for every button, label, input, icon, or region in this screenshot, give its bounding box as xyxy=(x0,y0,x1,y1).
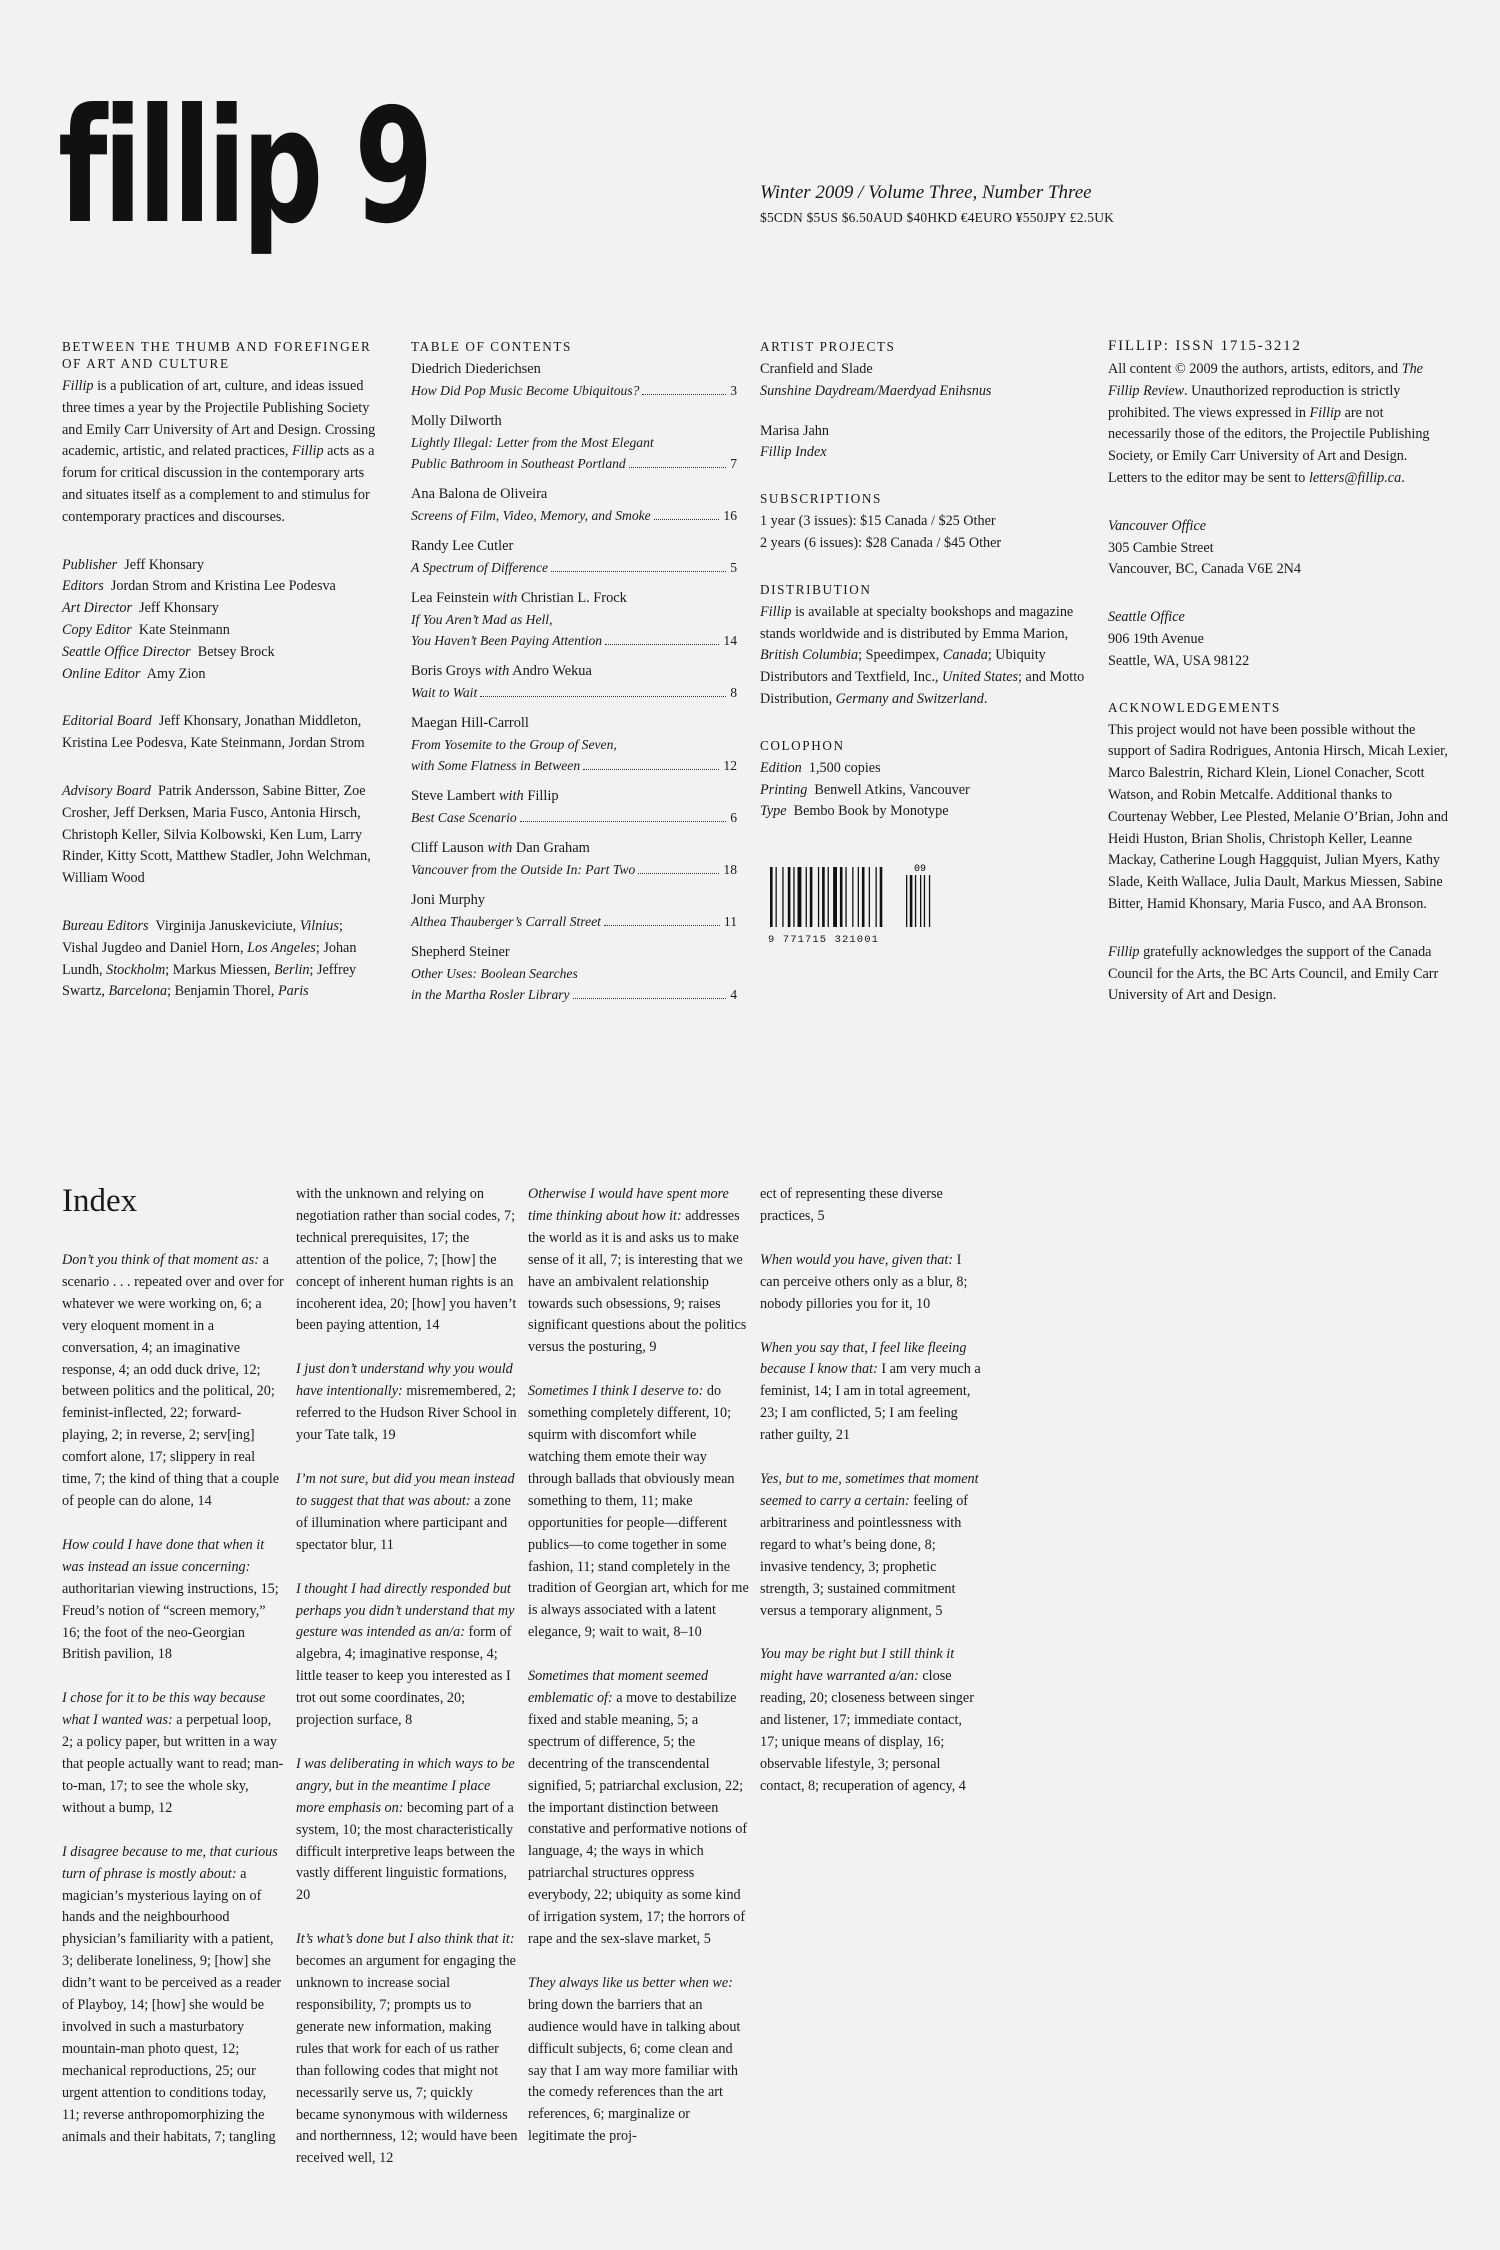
index-answers: feeling of arbitrariness and pointlessness with regard to what’s being done, 8; invasive tendency, 3; prophetic strength, 3; sustained commitment versus a temporary alignment, 5 xyxy=(760,1492,969,1619)
index-question: When you say that, I feel like fleeing because I know that: xyxy=(760,1339,967,1378)
toc-title-line xyxy=(411,682,737,703)
about-heading: BETWEEN THE THUMB AND FOREFINGER OF ART AND CULTURE xyxy=(62,339,372,371)
index-answers: close reading, 20; closeness between singer and listener, 17; immediate contact, 17; unique means of display, 16; observable lifestyle, 3; personal contact, 8; recuperation of agency, 4 xyxy=(760,1668,974,1794)
index-answers: a scenario . . . repeated over and over for whatever we were working on, 6; a very eloquent moment in a conversation, 4; an imaginative response, 4; an odd duck drive, 12; between politics and the political, 20; feminist-inflected, 22; forward-playing, 2; in reverse, 2; serv[ing] comfort alone, 17; slippery in real time, 7; the kind of thing that a couple of people can do alone, 14 xyxy=(62,1252,284,1509)
barcode-bar xyxy=(822,867,825,927)
index-question: I’m not sure, but did you mean instead to suggest that that was about: xyxy=(296,1470,515,1509)
toc-entry[interactable] xyxy=(411,786,737,828)
index-question: I thought I had directly responded but perhaps you didn’t understand that my gesture was intended as an/a: xyxy=(296,1580,515,1641)
staff-name: Jordan Strom and Kristina Lee Podesva xyxy=(110,578,336,595)
staff-entry xyxy=(62,664,380,686)
index-question: It’s what’s done but I also think that it: xyxy=(296,1931,515,1948)
artist-project-2: Marisa Jahn Fillip Index xyxy=(760,422,829,461)
index-question: I was deliberating in which ways to be angry, but in the meantime I place more emphasis on: xyxy=(296,1755,515,1816)
toc-title: How Did Pop Music Become Ubiquitous? xyxy=(411,383,640,398)
colophon-entry xyxy=(760,758,1090,780)
acknowledgements-heading: ACKNOWLEDGEMENTS xyxy=(1108,699,1281,715)
advisory-board: Advisory Board Patrik Andersson, Sabine Bitter, Zoe Crosher, Jeff Derksen, Maria Fusco, Antonia Hirsch, Christoph Keller, Silvia Kolbowski, Ken Lum, Larry Rinder, Kitty Scott, Matthew Stadler, John Welchman, William Wood xyxy=(62,782,371,887)
toc-title-line xyxy=(411,755,737,776)
barcode-bar xyxy=(798,867,802,927)
barcode-bar xyxy=(776,867,777,927)
toc-entry[interactable] xyxy=(411,713,737,776)
index-answers: a perpetual loop, 2; a policy paper, but written in a way that people actually want to read; man-to-man, 17; to see the whole sky, without a bump, 12 xyxy=(62,1712,284,1816)
index-column-1 xyxy=(62,1250,284,2170)
toc-author xyxy=(411,890,737,911)
toc-author-name: Diedrich Diederichsen xyxy=(411,361,541,377)
artist-project-1: Cranfield and Slade Sunshine Daydream/Maerdyad Enihsnus xyxy=(760,361,992,399)
index-title: Index xyxy=(62,1183,138,1219)
toc-title-line xyxy=(411,630,737,651)
colophon-list xyxy=(760,758,1090,823)
colophon-role: Edition xyxy=(760,759,802,776)
masthead-title: fillip 9 xyxy=(58,75,430,259)
editorial-board: Editorial Board Jeff Khonsary, Jonathan Middleton, Kristina Lee Podesva, Kate Steinmann, Jordan Strom xyxy=(62,713,365,752)
index-question: I just don’t understand why you would have intentionally: xyxy=(296,1361,513,1400)
index-entry xyxy=(528,1184,750,1359)
staff-role: Editors xyxy=(62,578,104,595)
toc-title: in the Martha Rosler Library xyxy=(411,987,570,1002)
staff-entry xyxy=(62,620,380,642)
distribution-heading: DISTRIBUTION xyxy=(760,581,872,597)
colophon-role: Type xyxy=(760,803,787,820)
toc-author-name: Boris Groys xyxy=(411,663,481,679)
barcode-bar xyxy=(828,867,829,927)
barcode-bar xyxy=(862,867,865,927)
toc-author xyxy=(411,786,737,807)
vancouver-office: Vancouver Office 305 Cambie Street Vancouver, BC, Canada V6E 2N4 xyxy=(1108,517,1302,578)
index-entry xyxy=(296,1184,518,1337)
toc-leader xyxy=(573,998,727,999)
toc-coauthor: Christian L. Frock xyxy=(520,590,627,606)
toc-leader xyxy=(583,769,719,770)
index-column-2 xyxy=(296,1184,518,2192)
staff-name: Betsey Brock xyxy=(197,643,275,660)
artist-projects-heading: ARTIST PROJECTS xyxy=(760,339,896,354)
issue-line: Winter 2009 / Volume Three, Number Three xyxy=(760,182,1092,203)
issn-heading: FILLIP: ISSN 1715-3212 xyxy=(1108,338,1302,354)
barcode-bar xyxy=(876,867,877,927)
toc-leader xyxy=(520,821,726,822)
index-entry xyxy=(760,1338,982,1448)
index-answers: bring down the barriers that an audience would have in talking about difficult subjects, 6; come clean and say that I am way more familiar with the comedy references than the art references, 6; marginalize or legitimate the proj- xyxy=(528,1996,741,2145)
barcode-bar xyxy=(880,867,883,927)
index-answers: addresses the world as it is and asks us to make sense of it all, 7; is interesting that we have an ambivalent relationship towards such obsessions, 9; raises significant questions about the politics versus the posturing, 9 xyxy=(528,1207,747,1356)
toc-title: with Some Flatness in Between xyxy=(411,758,581,773)
toc-leader xyxy=(642,394,726,395)
index-entry xyxy=(528,1381,750,1644)
index-answers: ect of representing these diverse practices, 5 xyxy=(760,1186,943,1224)
staff-list xyxy=(62,555,380,686)
barcode xyxy=(768,861,934,952)
toc-title: You Haven’t Been Paying Attention xyxy=(411,633,603,648)
toc-entry[interactable] xyxy=(411,942,737,1005)
staff-name: Jeff Khonsary xyxy=(124,556,204,573)
barcode-bar xyxy=(782,867,783,927)
toc-entry[interactable] xyxy=(411,359,737,401)
barcode-bar xyxy=(793,867,794,927)
toc-with: with xyxy=(498,788,524,804)
barcode-bar xyxy=(833,867,837,927)
colophon-role: Printing xyxy=(760,781,808,798)
barcode-bar xyxy=(810,867,813,927)
barcode-icon xyxy=(768,861,934,929)
toc-entry[interactable] xyxy=(411,536,737,578)
toc-author-name: Maegan Hill-Carroll xyxy=(411,715,529,731)
subscription-1yr: 1 year (3 issues): $15 Canada / $25 Other xyxy=(760,513,996,530)
index-column-4 xyxy=(760,1184,982,1820)
price-line: $5CDN $5US $6.50AUD $40HKD €4EURO ¥550JPY £2.5UK xyxy=(760,210,1115,225)
barcode-bar xyxy=(806,867,807,927)
index-answers: becoming part of a system, 10; the most characteristically difficult interpretive leaps between the vastly different linguistic formations, 20 xyxy=(296,1799,515,1904)
funding-acknowledgement: Fillip gratefully acknowledges the support of the Canada Council for the Arts, the BC Arts Council, and Emily Carr University of Art and Design. xyxy=(1108,943,1439,1004)
toc-author xyxy=(411,484,737,505)
toc-column xyxy=(411,338,737,1015)
toc-title: A Spectrum of Difference xyxy=(411,560,549,575)
toc-with: with xyxy=(487,840,513,856)
toc-with: with xyxy=(492,590,518,606)
index-entry xyxy=(62,1842,284,2149)
info-column xyxy=(1108,338,1448,1007)
barcode-bar xyxy=(858,867,859,927)
acknowledgements-text: This project would not have been possible without the support of Sadira Rodrigues, Antonia Hirsch, Micah Lexier, Marco Balestrin, Richard Klein, Lionel Conacher, Scott Watson, and Robin Metcalfe. Additional thanks to Courtenay Webber, Lee Plested, Melanie O’Brian, John and Heidi Huston, Brian Sholis, Christoph Keller, Leanne Mackay, Catherine Lough Haggquist, Julian Myers, Kathy Slade, Keith Wallace, Julia Dault, Markus Miessen, Sabine Bitter, Hamid Khonsary, Maria Fusco, and AA Bronson. xyxy=(1108,721,1449,912)
index-entry xyxy=(760,1250,982,1316)
toc-entry[interactable] xyxy=(411,484,737,526)
index-answers: becomes an argument for engaging the unknown to increase social responsibility, 7; prompts us to generate new information, making rules that work for each of us rather than following codes that might not necessarily serve us, 7; quickly became synonymous with wilderness and northernness, 12; would have been received well, 12 xyxy=(296,1953,518,2167)
index-entry xyxy=(62,1250,284,1513)
projects-column xyxy=(760,338,1090,952)
index-entry xyxy=(62,1535,284,1666)
toc-title-line xyxy=(411,911,737,932)
toc-leader xyxy=(629,467,726,468)
staff-role: Online Editor xyxy=(62,665,141,682)
toc-entry[interactable] xyxy=(411,890,737,932)
toc-leader xyxy=(605,644,719,645)
index-entry xyxy=(296,1579,518,1732)
index-answers: a magician’s mysterious laying on of hands and the neighbourhood physician’s familiarity with a patient, 3; deliberate loneliness, 9; [how] she didn’t want to be perceived as a reader of Playboy, 14; [how] she would be involved in such a masturbatory mountain-man photo quest, 12; mechanical reproductions, 25; our urgent attention to conditions today, 11; reverse anthropomorphizing the animals and their habitats, 7; tangling xyxy=(62,1865,282,2145)
colophon-entry xyxy=(760,780,1090,802)
toc-entry[interactable] xyxy=(411,588,737,651)
distribution-text: Fillip is available at specialty bookshops and magazine stands worldwide and is distributed by Emma Marion, British Columbia; Speedimpex, Canada; Ubiquity Distributors and Textfield, Inc., United States; and Motto Distribution, Germany and Switzerland. xyxy=(760,603,1085,707)
about-paragraph: Fillip is a publication of art, culture, and ideas issued three times a year by the Projectile Publishing Society and Emily Carr University of Art and Design. Crossing academic, artistic, and related practices, Fillip acts as a forum for critical discussion in the contemporary arts and situates itself as a complement to and stimulus for contemporary practices and discourses. xyxy=(62,378,376,525)
staff-role: Seattle Office Director xyxy=(62,643,191,660)
index-entry xyxy=(296,1929,518,2170)
staff-name: Amy Zion xyxy=(146,665,206,682)
toc-entry[interactable] xyxy=(411,838,737,880)
index-question: Yes, but to me, sometimes that moment seemed to carry a certain: xyxy=(760,1471,979,1509)
toc-page-number: 18 xyxy=(723,862,737,877)
subscription-2yr: 2 years (6 issues): $28 Canada / $45 Other xyxy=(760,534,1002,551)
index-entry xyxy=(296,1469,518,1557)
barcode-digits: 9 771715 321001 xyxy=(768,934,880,947)
toc-title-line xyxy=(411,505,737,526)
index-entry xyxy=(296,1359,518,1447)
toc-entry[interactable] xyxy=(411,411,737,474)
subscriptions-heading: SUBSCRIPTIONS xyxy=(760,491,882,507)
colophon-value: 1,500 copies xyxy=(808,759,881,776)
toc-title: Other Uses: Boolean Searches xyxy=(411,966,578,981)
toc-author xyxy=(411,588,737,609)
toc-page-number: 11 xyxy=(723,914,737,929)
toc-with: with xyxy=(484,663,510,679)
toc-leader xyxy=(551,571,726,572)
staff-entry xyxy=(62,642,380,664)
barcode-addon-bar xyxy=(929,875,930,927)
toc-title-line xyxy=(411,734,737,755)
toc-title: Wait to Wait xyxy=(411,685,478,700)
index-question: How could I have done that when it was instead an issue concerning: xyxy=(62,1536,265,1575)
toc-author xyxy=(411,942,737,963)
toc-author xyxy=(411,713,737,734)
index-question: When would you have, given that: xyxy=(760,1251,954,1268)
toc-author-name: Joni Murphy xyxy=(411,892,485,908)
seattle-office: Seattle Office 906 19th Avenue Seattle, WA, USA 98122 xyxy=(1108,609,1250,669)
colophon-heading: COLOPHON xyxy=(760,737,845,753)
index-answers: a zone of illumination where participant and spectator blur, 11 xyxy=(296,1492,511,1553)
index-question: I disagree because to me, that curious turn of phrase is mostly about: xyxy=(62,1843,278,1882)
toc-page-number: 14 xyxy=(723,633,737,648)
toc-title: From Yosemite to the Group of Seven, xyxy=(411,737,617,752)
toc-title-line xyxy=(411,380,737,401)
staff-name: Jeff Khonsary xyxy=(139,600,219,617)
toc-coauthor: Dan Graham xyxy=(515,840,590,856)
index-column-3 xyxy=(528,1184,750,2170)
toc-author-name: Shepherd Steiner xyxy=(411,944,510,960)
barcode-bar xyxy=(869,867,870,927)
index-question: Otherwise I would have spent more time thinking about how it: xyxy=(528,1186,729,1224)
index-answers: with the unknown and relying on negotiation rather than social codes, 7; technical prerequisites, 17; the attention of the police, 7; [how] the concept of inherent human rights is an incoherent idea, 20; [how] you haven’t been paying attention, 14 xyxy=(296,1186,517,1334)
index-question: They always like us better when we: xyxy=(528,1974,733,1991)
toc-page-number: 4 xyxy=(730,987,737,1002)
toc-title: Althea Thauberger’s Carrall Street xyxy=(411,914,601,929)
toc-title-line xyxy=(411,807,737,828)
index-question: You may be right but I still think it might have warranted a/an: xyxy=(760,1646,955,1685)
index-question: Sometimes I think I deserve to: xyxy=(528,1383,704,1400)
barcode-bar xyxy=(788,867,791,927)
toc-title-line xyxy=(411,432,737,453)
toc-leader xyxy=(604,925,720,926)
index-entry xyxy=(760,1184,982,1228)
toc-coauthor: Fillip xyxy=(527,788,559,804)
index-question: Sometimes that moment seemed emblematic of: xyxy=(528,1668,709,1707)
index-answers: a move to destabilize fixed and stable meaning, 5; a spectrum of difference, 5; the decentring of the transcendental signified, 5; patriarchal exclusion, 22; the important distinction between constative and performative notions of language, 4; the ways in which patriarchal structures oppress everybody, 22; ubiquity as some kind of irrigation system, 17; the horrors of rape and the sex-slave market, 5 xyxy=(528,1690,748,1947)
toc-title: If You Aren’t Mad as Hell, xyxy=(411,612,553,627)
barcode-bar xyxy=(818,867,819,927)
toc-title-line xyxy=(411,557,737,578)
barcode-bar xyxy=(845,867,846,927)
toc-author xyxy=(411,536,737,557)
bureau-editors: Bureau Editors Virginija Januskeviciute, Vilnius; Vishal Jugdeo and Daniel Horn, Los Angeles; Johan Lundh, Stockholm; Markus Miessen, Berlin; Jeffrey Swartz, Barcelona; Benjamin Thorel, Paris xyxy=(62,917,357,1000)
staff-entry xyxy=(62,598,380,620)
toc-leader xyxy=(638,873,719,874)
toc-entry[interactable] xyxy=(411,661,737,703)
index-entry xyxy=(760,1644,982,1797)
barcode-bar xyxy=(852,867,853,927)
colophon-value: Bembo Book by Monotype xyxy=(793,803,949,820)
toc-title-line xyxy=(411,453,737,474)
colophon-entry xyxy=(760,801,1090,823)
toc-title: Best Case Scenario xyxy=(411,810,517,825)
toc-page-number: 6 xyxy=(730,810,737,825)
index-question: I chose for it to be this way because what I wanted was: xyxy=(62,1690,266,1729)
toc-title-line xyxy=(411,859,737,880)
index-answers: misremembered, 2; referred to the Hudson River School in your Tate talk, 19 xyxy=(296,1383,517,1444)
index-entry xyxy=(62,1688,284,1819)
barcode-addon-bar xyxy=(906,875,907,927)
toc-page-number: 12 xyxy=(723,758,737,773)
toc-leader xyxy=(480,696,726,697)
toc-author-name: Molly Dilworth xyxy=(411,413,502,429)
toc-author-name: Lea Feinstein xyxy=(411,590,489,606)
barcode-bar xyxy=(770,867,773,927)
staff-role: Art Director xyxy=(62,600,133,617)
index-question: Don’t you think of that moment as: xyxy=(62,1252,260,1268)
index-answers: I am very much a feminist, 14; I am in total agreement, 23; I am conflicted, 5; I am feeling rather guilty, 21 xyxy=(760,1361,981,1444)
barcode-addon: 09 xyxy=(913,864,926,876)
index-entry xyxy=(528,1666,750,1951)
barcode-addon-bar xyxy=(915,875,916,927)
toc-page-number: 7 xyxy=(730,456,737,471)
toc-author-name: Ana Balona de Oliveira xyxy=(411,486,548,502)
index-answers: do something completely different, 10; squirm with discomfort while watching them emote their way through ballads that obviously mean something to them, 11; make opportunities for people—different publics—to come together in some fashion, 11; stand completely in the tradition of Georgian art, which for me is always associated with a latent elegance, 9; wait to wait, 8–10 xyxy=(528,1383,749,1641)
staff-role: Copy Editor xyxy=(62,621,132,638)
toc-leader xyxy=(654,519,720,520)
toc-page-number: 8 xyxy=(730,685,737,700)
staff-entry xyxy=(62,555,380,577)
toc-coauthor: Andro Wekua xyxy=(512,663,592,679)
barcode-addon-bar xyxy=(924,875,925,927)
rights-paragraph: All content © 2009 the authors, artists, editors, and The Fillip Review. Unauthorized reproduction is strictly prohibited. The views expressed in Fillip are not necessarily those of the editors, the Projectile Publishing Society, or Emily Carr University of Art and Design. Letters to the editor may be sent to letters@fillip.ca. xyxy=(1108,361,1430,486)
colophon-value: Benwell Atkins, Vancouver xyxy=(814,781,970,798)
index-entry xyxy=(760,1469,982,1622)
toc-title: Public Bathroom in Southeast Portland xyxy=(411,456,626,471)
toc-title: Lightly Illegal: Letter from the Most Elegant xyxy=(411,435,654,450)
toc-heading: TABLE OF CONTENTS xyxy=(411,339,572,354)
toc-title-line xyxy=(411,963,737,984)
staff-name: Kate Steinmann xyxy=(138,621,230,638)
toc-author-name: Steve Lambert xyxy=(411,788,496,804)
toc-title: Vancouver from the Outside In: Part Two xyxy=(411,862,636,877)
about-column xyxy=(62,338,380,1003)
toc-page-number: 16 xyxy=(723,508,737,523)
index-answers: authoritarian viewing instructions, 15; Freud’s notion of “screen memory,” 16; the foot of the neo-Georgian British pavilion, 18 xyxy=(62,1580,279,1663)
barcode-bar xyxy=(840,867,843,927)
index-entry xyxy=(296,1754,518,1907)
toc-page-number: 3 xyxy=(730,383,737,398)
staff-role: Publisher xyxy=(62,556,118,573)
barcode-addon-bar xyxy=(920,875,921,927)
toc-author xyxy=(411,411,737,432)
toc-title-line xyxy=(411,984,737,1005)
toc-author xyxy=(411,661,737,682)
toc-author-name: Randy Lee Cutler xyxy=(411,538,514,554)
toc-page-number: 5 xyxy=(730,560,737,575)
letters-email-link[interactable]: letters@fillip.ca xyxy=(1308,469,1402,486)
toc-author xyxy=(411,838,737,859)
toc-list xyxy=(411,359,737,1005)
toc-author-name: Cliff Lauson xyxy=(411,840,484,856)
staff-entry xyxy=(62,576,380,598)
index-answers: form of algebra, 4; imaginative response, 4; little teaser to keep you interested as I trot out some coordinates, 20; projection surface, 8 xyxy=(296,1624,512,1729)
toc-author xyxy=(411,359,737,380)
index-entry xyxy=(528,1973,750,2148)
issue-info xyxy=(760,182,1114,226)
barcode-addon-bar xyxy=(910,875,913,927)
toc-title-line xyxy=(411,609,737,630)
index-answers: I can perceive others only as a blur, 8; nobody pillories you for it, 10 xyxy=(760,1251,968,1312)
toc-title: Screens of Film, Video, Memory, and Smoke xyxy=(411,508,651,523)
